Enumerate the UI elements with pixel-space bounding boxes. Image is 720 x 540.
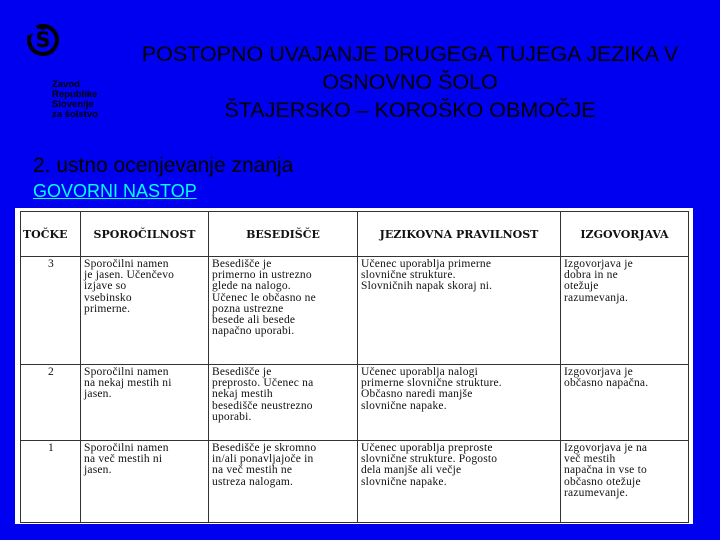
cell-line: občasno otežuje [564, 475, 641, 488]
assessment-table [20, 211, 689, 523]
cell-line: besede ali besede [212, 314, 296, 327]
cell-line: ustreza nalogam. [212, 475, 294, 488]
cell-line: Učenec uporablja primerne [361, 258, 492, 270]
cell-line: Sporočilni namen [84, 366, 169, 378]
cell-line: Učenec uporablja preproste [361, 442, 493, 454]
title-line: ŠTAJERSKO – KOROŠKO OBMOČJE [224, 98, 596, 122]
cell-line: Izgovorjava je na [564, 442, 648, 454]
assessment-table-image [15, 208, 693, 524]
header-izgovorjava: IZGOVORJAVA [561, 212, 689, 257]
cell-line: dela manjše ali večje [361, 464, 462, 477]
cell-line: Slovničnih napak skoraj ni. [361, 280, 493, 293]
cell-line: primerne. [84, 302, 131, 315]
points-cell: 1 [21, 441, 81, 523]
cell-besedisce [209, 365, 358, 441]
govorni-nastop-link[interactable]: GOVORNI NASTOP [33, 181, 197, 201]
table-row [21, 441, 689, 523]
cell-line: slovnične strukture. Pogosto [361, 453, 498, 466]
cell-line: slovnične napake. [361, 475, 447, 488]
cell-line: nekaj mestih [212, 388, 273, 401]
cell-sporocilnost [81, 365, 209, 441]
cell-line: občasno napačna. [564, 377, 649, 390]
cell-line: dobra in ne [564, 269, 618, 282]
cell-izgovorjava [561, 365, 689, 441]
cell-sporocilnost [81, 257, 209, 365]
cell-line: slovnične napake. [361, 399, 447, 412]
header-tocke: TOČKE [21, 212, 81, 257]
cell-line: na več mestih ni [84, 453, 163, 466]
cell-line: na več mestih ne [212, 464, 293, 477]
cell-line: slovnične strukture. [361, 269, 456, 282]
logo-line: za šolstvo [52, 109, 98, 120]
cell-line: besedišče neustrezno [212, 399, 313, 412]
title-line: OSNOVNO ŠOLO [322, 70, 498, 94]
cell-line: Besedišče je [212, 366, 272, 378]
zrss-logo [22, 20, 112, 125]
cell-line: je jasen. Učenčevo [84, 269, 175, 282]
cell-line: več mestih [564, 453, 616, 466]
cell-line: Besedišče je [212, 258, 272, 270]
cell-line: primerno in ustrezno [212, 269, 312, 282]
table-body [21, 257, 689, 523]
cell-line: Izgovorjava je [564, 366, 633, 378]
table-row [21, 257, 689, 365]
points-cell: 2 [21, 365, 81, 441]
logo-line: Republike [52, 89, 98, 100]
svg-text:Š: Š [35, 28, 51, 52]
title-line: POSTOPNO UVAJANJE DRUGEGA TUJEGA JEZIKA V [141, 42, 679, 66]
cell-line: napačno uporabi. [212, 325, 295, 338]
cell-line: pozna ustrezne [212, 302, 284, 315]
cell-sporocilnost [81, 441, 209, 523]
points-cell: 3 [21, 257, 81, 365]
cell-line: jasen. [84, 464, 112, 477]
table-row [21, 365, 689, 441]
cell-izgovorjava [561, 441, 689, 523]
cell-jezikovna-pravilnost [358, 365, 561, 441]
cell-line: otežuje [564, 280, 599, 293]
cell-line: glede na nalogo. [212, 280, 291, 293]
logo-line: Zavod [52, 79, 80, 90]
cell-line: razumevanja. [564, 291, 629, 304]
cell-line: in/ali ponavljajoče in [212, 453, 314, 466]
cell-line: napačna in vse to [564, 464, 647, 477]
cell-line: preprosto. Učenec na [212, 377, 314, 390]
slide-subtitle: 2. ustno ocenjevanje znanja [33, 154, 294, 177]
cell-line: jasen. [84, 388, 112, 401]
cell-line: na nekaj mestih ni [84, 377, 172, 390]
cell-line: Besedišče je skromno [212, 442, 317, 454]
cell-line: Izgovorjava je [564, 258, 633, 270]
logo-line: Slovenije [52, 99, 94, 110]
header-jezikovna-pravilnost: JEZIKOVNA PRAVILNOST [358, 212, 561, 257]
cell-jezikovna-pravilnost [358, 257, 561, 365]
table-header-row [21, 212, 689, 257]
cell-line: Občasno naredi manjše [361, 388, 473, 401]
logo-text [52, 80, 98, 120]
slide-title [100, 40, 720, 124]
cell-line: Sporočilni namen [84, 258, 169, 270]
cell-besedisce [209, 257, 358, 365]
zrss-logo-mark [24, 20, 64, 76]
cell-line: Učenec le občasno ne [212, 291, 316, 304]
header-sporocilnost: SPOROČILNOST [81, 212, 209, 257]
cell-line: Sporočilni namen [84, 442, 169, 454]
cell-line: primerne slovnične strukture. [361, 377, 502, 390]
cell-besedisce [209, 441, 358, 523]
cell-line: uporabi. [212, 410, 252, 423]
cell-line: Učenec uporablja nalogi [361, 366, 478, 378]
cell-jezikovna-pravilnost [358, 441, 561, 523]
cell-izgovorjava [561, 257, 689, 365]
cell-line: vsebinsko [84, 291, 132, 304]
cell-line: razumevanje. [564, 486, 629, 499]
cell-line: izjave so [84, 280, 127, 293]
header-besedisce: BESEDIŠČE [209, 212, 358, 257]
